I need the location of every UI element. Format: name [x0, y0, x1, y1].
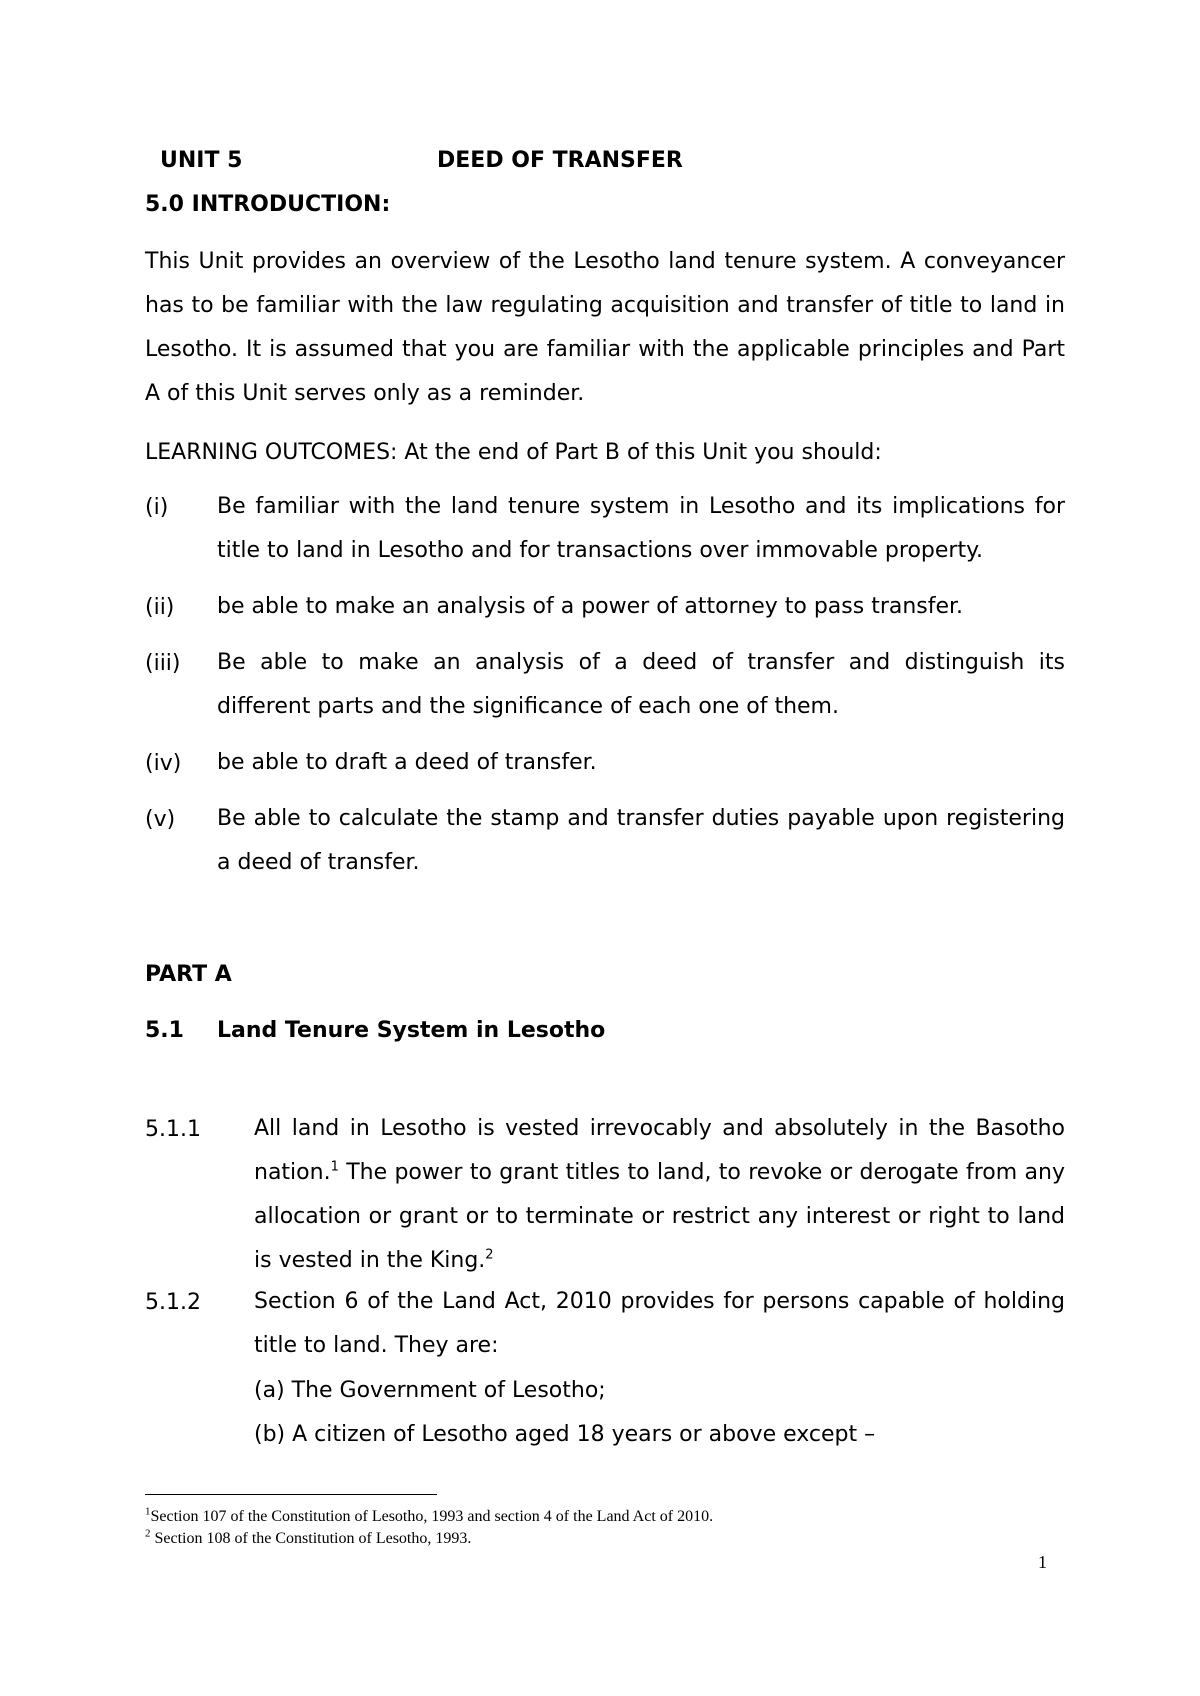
outcome-number: (iv)	[145, 751, 182, 776]
outcome-text: be able to draft a deed of transfer.	[217, 750, 597, 775]
subsection-number: 5.1.1	[145, 1117, 201, 1142]
outcome-text: Be familiar with the land tenure system in Lesotho and its implications for title to land in Lesotho and for transactions over immovable property.	[217, 494, 1065, 563]
outcome-number: (i)	[145, 495, 169, 520]
subsection-text: Section 6 of the Land Act, 2010 provides for persons capable of holding title to land. They are:	[254, 1289, 1065, 1358]
footnote-mark: 2	[145, 1527, 151, 1540]
footnote-reference[interactable]: 2	[485, 1247, 494, 1263]
outcome-text: be able to make an analysis of a power of attorney to pass transfer.	[217, 594, 964, 619]
learning-outcomes-intro: LEARNING OUTCOMES: At the end of Part B of this Unit you should:	[145, 440, 882, 465]
unit-title: DEED OF TRANSFER	[437, 148, 683, 173]
footnote: $^2$ Section 108 of the Constitution of Lesotho, 1993.	[145, 1527, 472, 1547]
outcome-number: (ii)	[145, 595, 175, 620]
subsection-text: All land in Lesotho is vested irrevocably and absolutely in the Basotho nation.$^1$ The power to grant titles to land, to revoke or derogate from any allocation or grant or to terminate or restrict any interest or right to land is vested in the King.$^2$	[254, 1116, 1065, 1273]
outcome-number: (iii)	[145, 651, 181, 676]
section-number: 5.1	[145, 1018, 184, 1043]
list-item: (b) A citizen of Lesotho aged 18 years or above except –	[254, 1422, 876, 1447]
introduction-paragraph: This Unit provides an overview of the Lesotho land tenure system. A conveyancer has to be familiar with the law regulating acquisition and transfer of title to land in Lesotho. It is assumed that you are familiar with the applicable principles and Part A of this Unit serves only as a reminder.	[145, 249, 1065, 406]
outcome-text: Be able to make an analysis of a deed of transfer and distinguish its different parts and the significance of each one of them.	[217, 650, 1065, 719]
footnote: $^1$Section 107 of the Constitution of Lesotho, 1993 and section 4 of the Land Act of 2010.	[145, 1505, 714, 1525]
introduction-heading: 5.0 INTRODUCTION:	[145, 192, 391, 217]
unit-label: UNIT 5	[160, 148, 243, 173]
outcome-number: (v)	[145, 807, 176, 832]
footnote-reference[interactable]: 1	[330, 1159, 339, 1175]
section-title: Land Tenure System in Lesotho	[217, 1018, 606, 1043]
part-heading: PART A	[145, 962, 232, 987]
page-number: 1	[1038, 1552, 1047, 1572]
outcome-text: Be able to calculate the stamp and transfer duties payable upon registering a deed of transfer.	[217, 806, 1065, 875]
footnote-separator	[145, 1494, 437, 1495]
list-item: (a) The Government of Lesotho;	[254, 1378, 606, 1403]
footnote-mark: 1	[145, 1505, 151, 1518]
subsection-number: 5.1.2	[145, 1290, 201, 1315]
